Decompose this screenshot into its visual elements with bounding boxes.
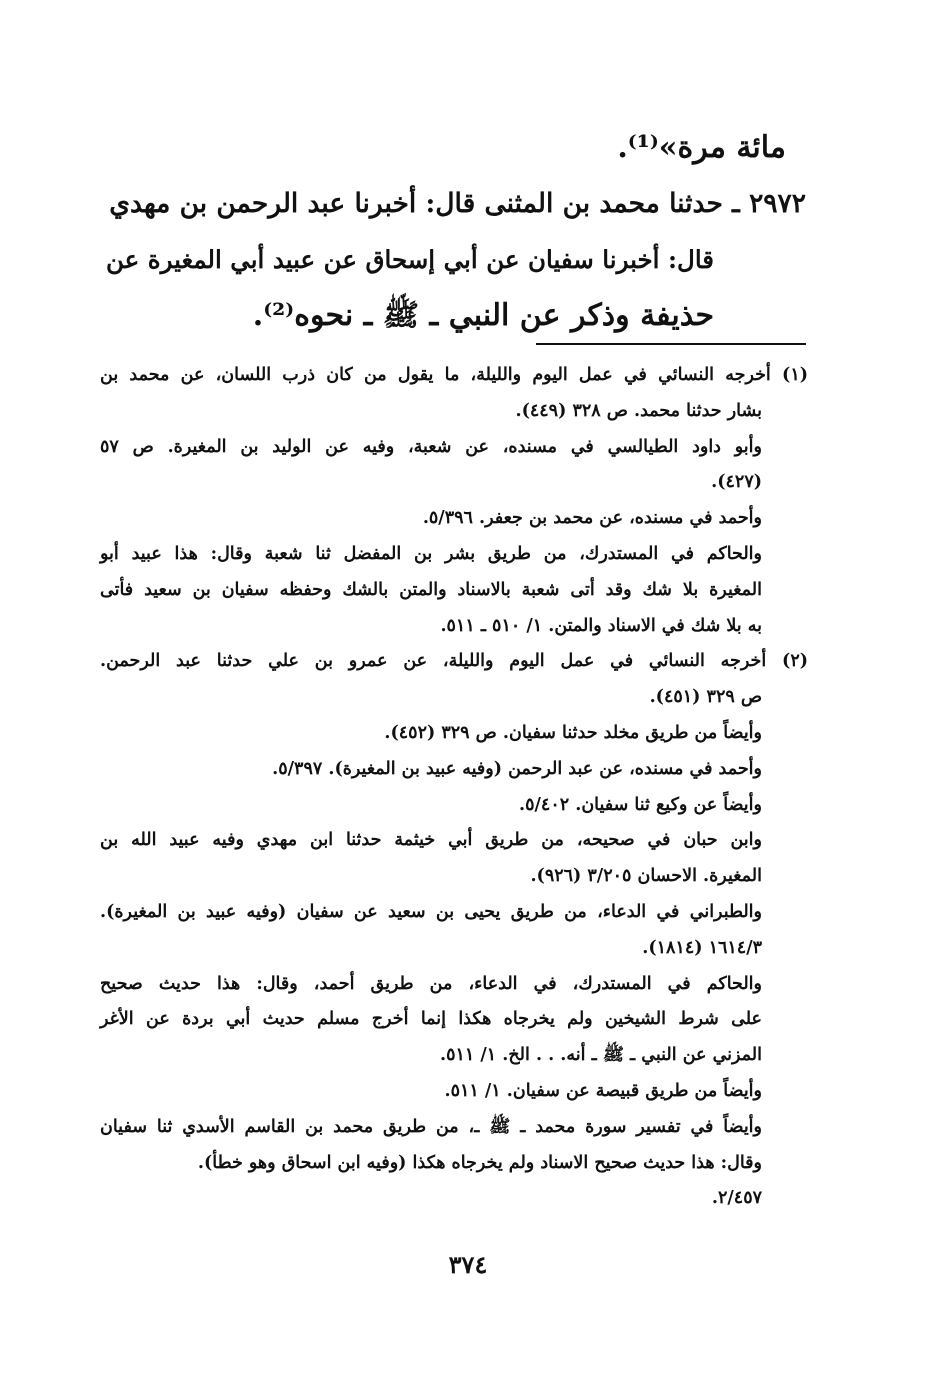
page-number: ٣٧٤ (448, 1250, 488, 1279)
footnote-2-line: (٢) أخرجه النسائي في عمل اليوم والليلة، عن عمرو بن علي حدثنا عبد الرحمن. (100, 651, 808, 672)
main-line: مائة مرة»⁽¹⁾. (617, 130, 786, 165)
main-line: قال: أخبرنا سفيان عن أبي إسحاق عن عبيد أبي المغيرة عن (105, 245, 714, 274)
footnote-line: ص ٣٢٩ (٤٥١). (649, 687, 762, 708)
footnote-line: (٤٢٧). (711, 472, 762, 493)
footnote-line: المزني عن النبي ـ ﷺ ـ أنه. . . الخ. ١/ ٥١١. (439, 1045, 762, 1066)
footnotes (100, 358, 808, 1217)
footnote-line: وأيضاً من طريق قبيصة عن سفيان. ١/ ٥١١. (444, 1080, 762, 1101)
footnote-separator (536, 343, 806, 345)
footnote-line: على شرط الشيخين ولم يخرجاه هكذا إنما أخرج مسلم حديث أبي بردة عن الأغر (100, 1009, 762, 1030)
footnote-line: به بلا شك في الاسناد والمتن. ١/ ٥١٠ ـ ٥١١. (440, 615, 762, 636)
footnote-line: بشار حدثنا محمد. ص ٣٢٨ (٤٤٩). (515, 400, 762, 421)
footnote-line: والطبراني في الدعاء، من طريق يحيى بن سعيد عن سفيان (وفيه عبيد بن المغيرة). (100, 901, 762, 922)
footnote-line: والحاكم في المستدرك، من طريق بشر بن المفضل ثنا شعبة وقال: هذا عبيد أبو (100, 543, 762, 564)
footnote-line: وأيضاً في تفسير سورة محمد ـ ﷺ ـ، من طريق محمد بن القاسم الأسدي ثنا سفيان (100, 1116, 762, 1137)
footnote-1-line: (١) أخرجه النسائي في عمل اليوم والليلة، ما يقول من كان ذرب اللسان، عن محمد بن (100, 365, 808, 385)
footnote-line: وأحمد في مسنده، عن عبد الرحمن (وفيه عبيد بن المغيرة). ٥/٣٩٧. (272, 758, 762, 779)
main-text (100, 120, 806, 344)
footnote-line: وابن حبان في صحيحه، من طريق أبي خيثمة حدثنا ابن مهدي وفيه عبيد الله بن (100, 830, 762, 851)
footnote-line: ١٦١٤/٣ (١٨١٤). (642, 937, 762, 958)
footnote-line: وأيضاً عن وكيع ثنا سفيان. ٥/٤٠٢. (519, 794, 762, 815)
footnote-line: وقال: هذا حديث صحيح الاسناد ولم يخرجاه هكذا (وفيه ابن اسحاق وهو خطأ). (197, 1152, 762, 1173)
footnote-line: ٢/٤٥٧. (711, 1188, 762, 1209)
footnote-line: المغيرة بلا شك وقد أتى شعبة بالاسناد والمتن بالشك وحفظه سفيان بن سعيد فأتى (100, 579, 762, 600)
footnote-line: وأيضاً من طريق مخلد حدثنا سفيان. ص ٣٢٩ (٤٥٢). (384, 722, 762, 743)
footnote-line: المغيرة. الاحسان ٣/٢٠٥ (٩٢٦). (530, 866, 762, 887)
main-line: حذيفة وذكر عن النبي ـ ﷺ ـ نحوه⁽²⁾. (252, 298, 714, 333)
footnote-line: والحاكم في المستدرك، في الدعاء، من طريق أحمد، وقال: هذا حديث صحيح (100, 973, 762, 994)
hadith-2972-line: ٢٩٧٢ ـ حدثنا محمد بن المثنى قال: أخبرنا عبد الرحمن بن مهدي (109, 188, 806, 219)
footnote-line: وأبو داود الطيالسي في مسنده، عن شعبة، وفيه عن الوليد بن المغيرة. ص ٥٧ (100, 436, 762, 457)
footnote-line: وأحمد في مسنده، عن محمد بن جعفر. ٥/٣٩٦. (422, 508, 762, 529)
